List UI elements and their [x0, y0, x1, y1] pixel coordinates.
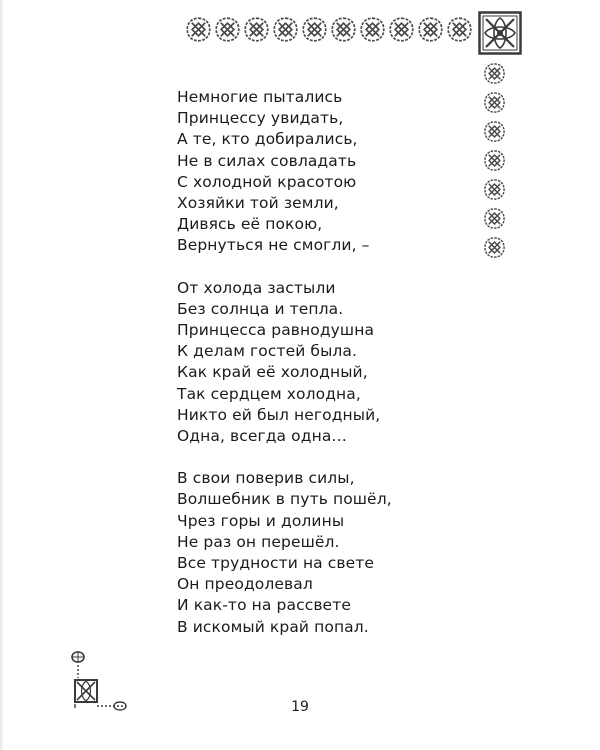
celtic-knot-icon: [483, 62, 506, 85]
celtic-knot-icon: [446, 16, 473, 43]
celtic-knot-icon: [272, 16, 299, 43]
top-ornament-band: [185, 16, 473, 43]
page-edge: [0, 0, 4, 750]
celtic-knot-icon: [359, 16, 386, 43]
celtic-knot-icon: [214, 16, 241, 43]
stanza: [177, 278, 477, 448]
celtic-knot-icon: [243, 16, 270, 43]
celtic-knot-icon: [185, 16, 212, 43]
celtic-knot-icon: [483, 91, 506, 114]
celtic-knot-icon: [483, 207, 506, 230]
poem-line: Не в силах совладать: [177, 151, 357, 170]
celtic-knot-icon: [417, 16, 444, 43]
poem-line: Одна, всегда одна…: [177, 427, 348, 446]
stanza: [177, 468, 477, 638]
page-number: 19: [291, 699, 309, 715]
poem-line: Принцесса равнодушна: [177, 321, 375, 340]
corner-ornament-top-right-icon: [478, 11, 522, 55]
celtic-knot-icon: [388, 16, 415, 43]
poem-line: В свои поверив силы,: [177, 469, 355, 488]
poem-line: От холода застыли: [177, 278, 336, 297]
poem-line: А те, кто добирались,: [177, 130, 358, 149]
poem-line: Как край её холодный,: [177, 363, 368, 382]
poem-line: Хозяйки той земли,: [177, 194, 339, 213]
poem-line: Никто ей был негодный,: [177, 405, 381, 424]
poem: [177, 87, 477, 659]
celtic-knot-icon: [483, 236, 506, 259]
poem-line: Не раз он перешёл.: [177, 532, 340, 551]
right-ornament-band: [483, 62, 506, 259]
poem-line: Вернуться не смогли, –: [177, 236, 370, 255]
poem-line: Без солнца и тепла.: [177, 299, 344, 318]
celtic-knot-icon: [301, 16, 328, 43]
poem-line: И как-то на рассвете: [177, 596, 351, 615]
poem-line: К делам гостей была.: [177, 342, 358, 361]
poem-line: Немногие пытались: [177, 88, 343, 106]
poem-line: Чрез горы и долины: [177, 511, 345, 530]
poem-line: Он преодолевал: [177, 575, 313, 594]
poem-line: Принцессу увидать,: [177, 109, 344, 128]
poem-line: Волшебник в путь пошёл,: [177, 490, 392, 509]
celtic-knot-icon: [483, 178, 506, 201]
stanza: [177, 87, 477, 257]
celtic-knot-icon: [483, 149, 506, 172]
celtic-knot-icon: [330, 16, 357, 43]
poem-line: С холодной красотою: [177, 172, 357, 191]
poem-line: В искомый край попал.: [177, 617, 369, 636]
celtic-knot-icon: [483, 120, 506, 143]
poem-line: Так сердцем холодна,: [177, 384, 361, 403]
poem-line: Все трудности на свете: [177, 554, 375, 573]
poem-line: Дивясь её покою,: [177, 215, 323, 234]
